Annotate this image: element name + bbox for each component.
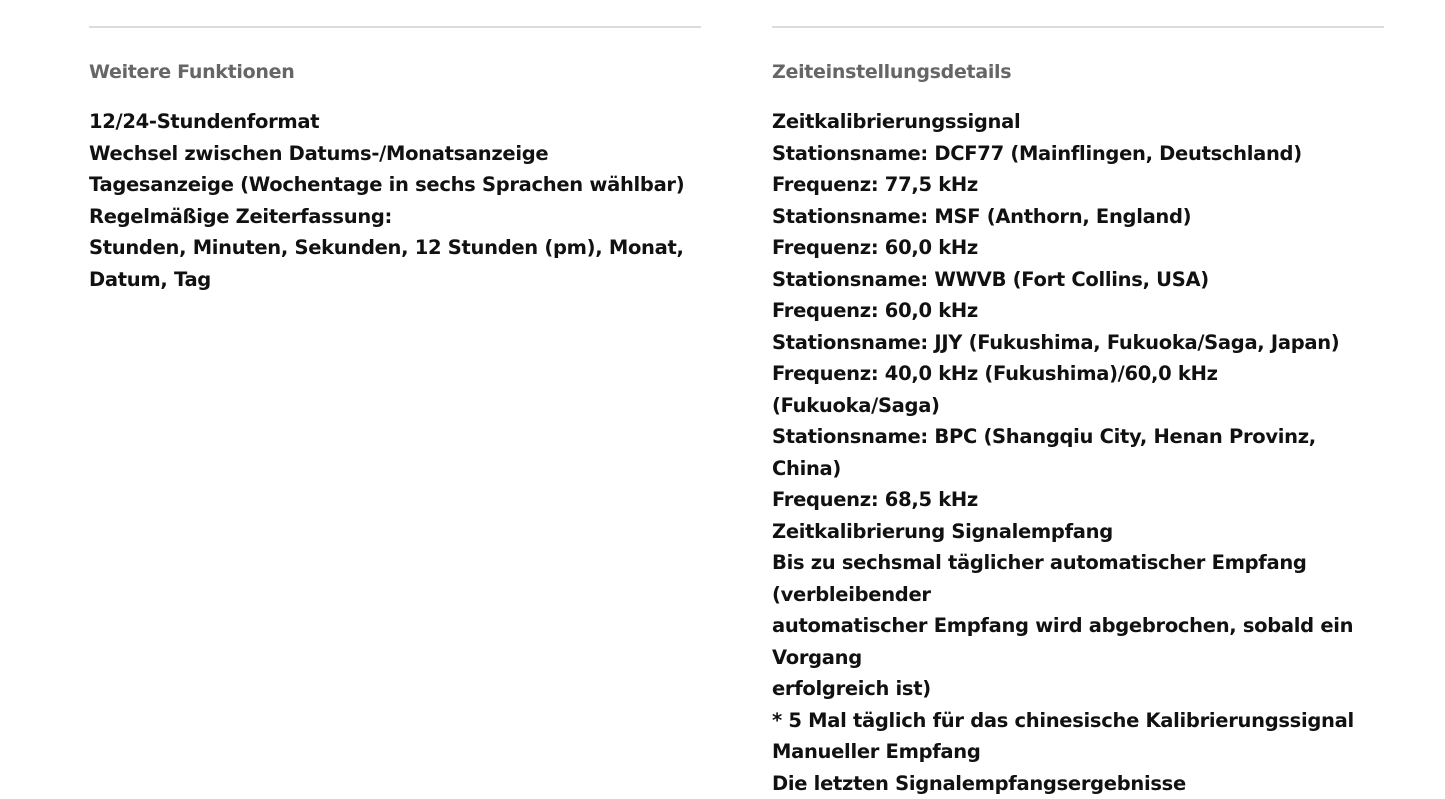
spec-line: Die letzten Signalempfangsergebnisse (772, 768, 1384, 799)
spec-line: Frequenz: 77,5 kHz (772, 169, 1384, 201)
section-divider (89, 26, 701, 28)
spec-line: Wechsel zwischen Datums-/Monatsanzeige (89, 138, 701, 170)
spec-line: Stationsname: DCF77 (Mainflingen, Deutschland) (772, 138, 1384, 170)
spec-list (772, 106, 1384, 799)
spec-line: Tagesanzeige (Wochentage in sechs Sprachen wählbar) (89, 169, 701, 201)
spec-line: * 5 Mal täglich für das chinesische Kalibrierungssignal (772, 705, 1384, 737)
spec-line: Frequenz: 60,0 kHz (772, 295, 1384, 327)
spec-line: automatischer Empfang wird abgebrochen, sobald ein Vorgang (772, 610, 1384, 673)
spec-line: Frequenz: 40,0 kHz (Fukushima)/60,0 kHz (Fukuoka/Saga) (772, 358, 1384, 421)
section-heading: Zeiteinstellungsdetails (772, 58, 1384, 86)
zeiteinstellungsdetails-section (772, 26, 1384, 799)
spec-line: Zeitkalibrierungssignal (772, 106, 1384, 138)
spec-line: Zeitkalibrierung Signalempfang (772, 516, 1384, 548)
spec-list (89, 106, 701, 295)
spec-line: Stationsname: BPC (Shangqiu City, Henan Provinz, China) (772, 421, 1384, 484)
section-divider (772, 26, 1384, 28)
spec-line: Stationsname: MSF (Anthorn, England) (772, 201, 1384, 233)
spec-line: Stationsname: WWVB (Fort Collins, USA) (772, 264, 1384, 296)
section-heading: Weitere Funktionen (89, 58, 701, 86)
spec-line: Regelmäßige Zeiterfassung: (89, 201, 701, 233)
spec-line: 12/24-Stundenformat (89, 106, 701, 138)
spec-line: Bis zu sechsmal täglicher automatischer Empfang (verbleibender (772, 547, 1384, 610)
spec-line: Stationsname: JJY (Fukushima, Fukuoka/Saga, Japan) (772, 327, 1384, 359)
spec-line: Frequenz: 68,5 kHz (772, 484, 1384, 516)
weitere-funktionen-section (89, 26, 701, 295)
spec-line: erfolgreich ist) (772, 673, 1384, 705)
spec-line: Stunden, Minuten, Sekunden, 12 Stunden (pm), Monat, Datum, Tag (89, 232, 701, 295)
spec-line: Frequenz: 60,0 kHz (772, 232, 1384, 264)
spec-line: Manueller Empfang (772, 736, 1384, 768)
